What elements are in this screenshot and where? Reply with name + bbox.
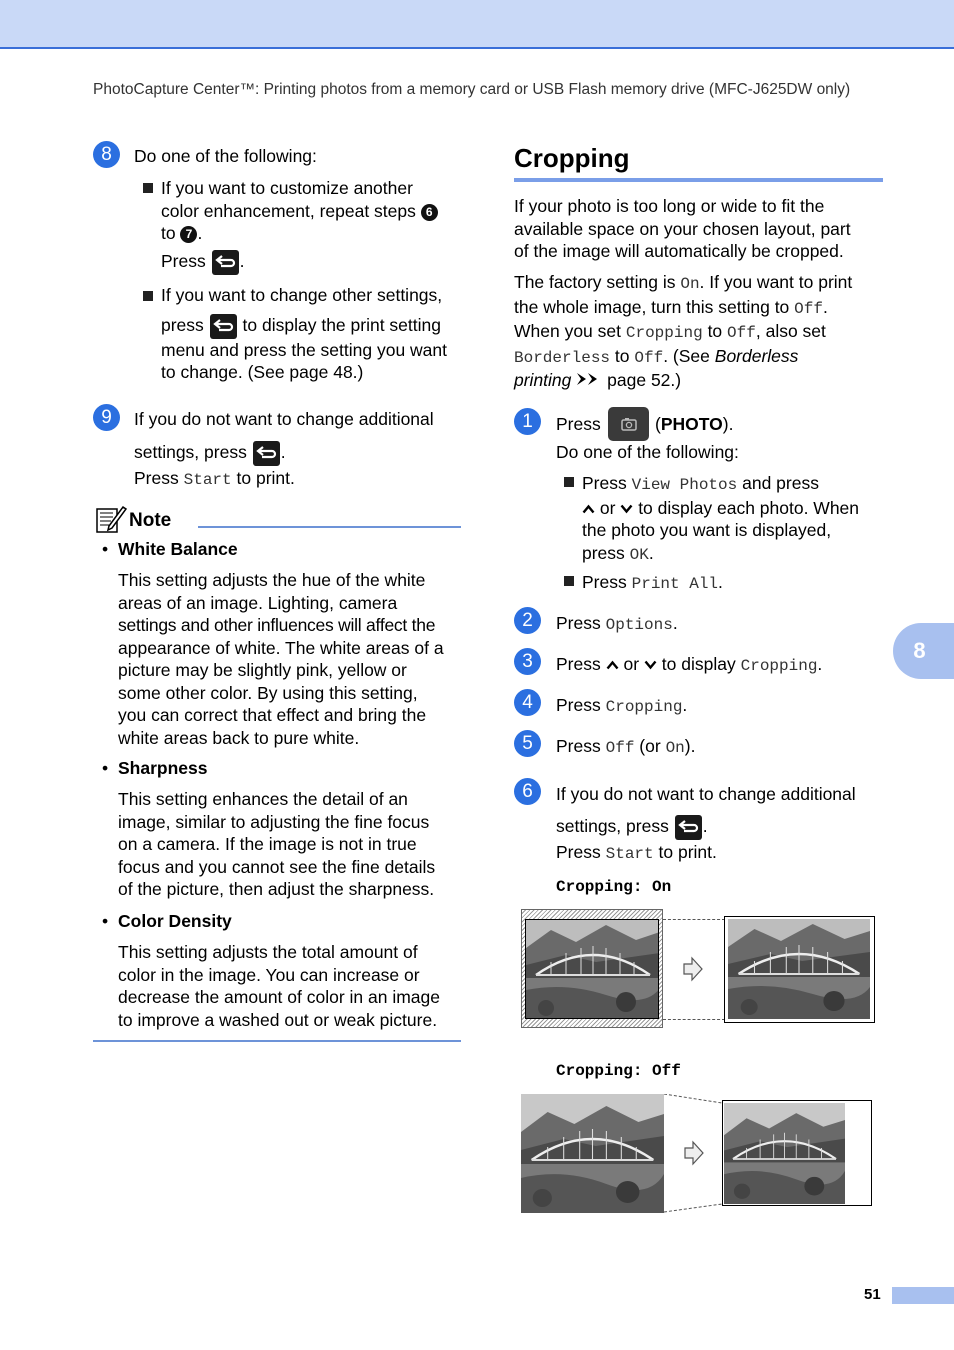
text-line: focus and you cannot see the fine details [118,856,436,877]
text: When you set [514,321,621,341]
note-item-body [118,569,463,749]
bullet-icon [564,576,574,586]
step-2-number: 2 [514,607,541,634]
intro-paragraph [514,195,884,263]
step-9-line-3 [134,467,295,492]
lcd-text: Borderless [514,348,611,367]
step-8-bullet-2-line-1: If you want to change other settings, [161,285,443,305]
text: . (See [663,345,710,366]
step-4-number: 4 [514,689,541,716]
text: to print. [658,842,717,862]
step-1-number: 1 [514,408,541,435]
step-8-intro: Do one of the following: [134,146,317,166]
text-line: picture may be slightly pink, yellow or [118,660,407,680]
bullet-icon [143,291,153,301]
step-3-number: 3 [514,648,541,675]
text: PHOTO [660,414,723,434]
text-line: areas of an image. Lighting, camera [118,592,398,613]
text: to [614,345,630,366]
note-title: Note [129,510,172,531]
bullet-dot: • [102,539,109,559]
text-line [514,271,886,296]
text-line: of the image will automatically be cropped. [514,241,844,261]
landscape-photo-fit [724,1103,845,1204]
note-bottom-rule [93,1040,461,1042]
text: Cropping [556,878,633,896]
text: Press [556,613,601,633]
text-line: you can correct that effect and bring the [118,705,427,725]
text-line: settings and other influences will affect the [118,615,436,635]
text-line [514,320,886,345]
text: Press [161,251,206,272]
text: Cropping [556,1062,633,1080]
back-icon [253,441,280,466]
step-1-bullet-2 [582,571,723,596]
text-line [514,296,886,321]
note-item-title: Color Density [118,911,232,931]
step-8-bullet-1 [161,177,461,245]
text-line: some other color. By using this setting, [118,682,418,703]
landscape-photo-cropped [728,919,870,1019]
guide-line [663,1019,725,1020]
text-line: on a camera. If the image is not in true [118,834,417,854]
step-ref-6: 6 [421,204,438,221]
text-line: This setting adjusts the total amount of [118,942,418,962]
text: or [599,497,616,518]
step-6-line-2 [556,815,708,840]
bullet-icon [143,183,153,193]
cropping-on-caption [556,876,671,899]
step-8-press-back [161,250,244,275]
text-line: This setting enhances the detail of an [118,789,408,809]
back-icon [210,314,237,339]
step-4-text [556,694,687,719]
text: . [648,542,654,563]
note-top-rule [198,526,461,528]
text: Press [556,695,601,715]
text-line: image, similar to adjusting the fine focus [118,811,430,832]
step-6-line-3 [556,841,717,866]
text: The factory setting is [514,272,676,292]
text-line: If your photo is too long or wide to fit the [514,196,825,216]
text: Press [582,473,627,493]
text: Off [652,1062,681,1080]
step-3-text [556,653,822,678]
step-5-number: 5 [514,730,541,757]
back-icon [675,815,702,840]
lcd-text: Off [794,299,823,318]
step-6-number: 6 [514,778,541,805]
note-item-body [118,941,463,1031]
text: printing [514,370,572,390]
lcd-text: On [680,275,700,293]
text: . [817,654,823,674]
lcd-text: On [665,739,685,757]
text-line: to improve a washed out or weak picture. [118,1009,438,1030]
text: Press [556,654,601,674]
text-line: decrease the amount of color in an image [118,987,440,1007]
lcd-text: Start [183,471,232,489]
text-line: color in the image. You can increase or [118,964,420,985]
text-line: white areas back to pure white. [118,727,360,748]
text-line [514,369,886,392]
text: ). [684,736,696,756]
section-title-rule [514,178,883,182]
step-6-line-1: If you do not want to change additional [556,784,856,804]
text: to display each photo. When [638,497,860,518]
text: . [822,296,828,317]
text: . [239,251,245,272]
bullet-icon [564,477,574,487]
step-1-intro: Do one of the following: [556,442,739,462]
page-number-bar [892,1287,954,1304]
text: ). [722,414,734,434]
text: Borderless [714,345,799,366]
text-line [161,222,461,245]
top-band [0,0,954,49]
text: Press [134,468,179,488]
text: settings, press [556,816,669,837]
note-item-title: White Balance [118,539,238,559]
text: settings, press [134,442,247,463]
arrow-right-icon [682,956,704,988]
landscape-photo-full [521,1094,664,1213]
photo-button-icon [608,407,649,441]
cropping-off-caption [556,1060,681,1083]
double-arrow-icon [576,370,602,390]
text: . [682,695,688,715]
text: to [707,321,723,341]
text: page 52.) [607,370,682,390]
lcd-text: Off [605,739,635,757]
text: press [161,315,204,336]
down-arrow-icon [644,654,657,674]
lcd-text: Print All [631,575,719,593]
text: press [582,542,625,563]
bullet-dot: • [102,911,109,931]
text: Press [582,572,627,592]
chapter-tab: 8 [893,623,954,679]
text: : [632,878,643,896]
bullet-dot: • [102,758,109,778]
text-line [161,200,461,223]
up-arrow-icon [606,654,619,674]
text: to display [661,654,736,674]
text-line: If you want to customize another [161,178,413,198]
step-8-bullet-2-line-3: menu and press the setting you want [161,340,448,360]
text-line: available space on your chosen layout, part [514,218,851,239]
step-2-text [556,612,678,637]
text: to print. [236,468,295,488]
running-header: PhotoCapture Center™: Printing photos from a memory card or USB Flash memory drive (MFC-J625DW only) [93,81,851,98]
text-line: appearance of white. The white areas of a [118,637,444,658]
guide-line [663,919,725,920]
step-ref-7: 7 [180,226,197,243]
text-line: of the picture, then adjust the sharpness. [118,879,435,899]
lcd-text: Options [605,616,673,634]
step-9-number: 9 [93,404,120,431]
text: . [280,442,286,463]
landscape-photo-original [525,919,659,1019]
step-8-bullet-2-line-4: to change. (See page 48.) [161,362,364,382]
step-1-bullet-1 [582,472,882,566]
text: (or [639,736,661,756]
text: to display the print setting [242,315,441,336]
factory-setting-paragraph [514,271,886,392]
text: to [161,223,176,243]
text-line [582,542,882,567]
text: : [632,1062,643,1080]
step-8-bullet-2-line-2 [161,314,441,339]
lcd-text: Cropping [605,698,683,716]
text: and press [742,473,819,493]
text: . [197,223,203,243]
text-line [582,472,882,497]
text-line [582,497,882,520]
text: or [623,654,640,674]
up-arrow-icon [582,498,595,518]
lcd-text: Cropping [740,657,818,675]
step-8-number: 8 [93,141,120,168]
text-line [514,345,886,370]
text: . [718,572,723,592]
lcd-text: Cropping [625,324,703,342]
text: , also set [755,321,826,341]
text: the whole image, turn this setting to [514,296,790,317]
text: On [652,878,672,896]
step-5-text [556,735,695,760]
text: Press [556,842,601,862]
arrow-right-icon [683,1140,705,1172]
note-icon [95,504,127,540]
step-1-press-text: Press [556,414,601,434]
page-number: 51 [864,1286,881,1303]
text: . If you want to print [699,272,853,292]
lcd-text: OK [629,545,649,564]
lcd-text: Off [727,324,756,342]
step-9-line-1: If you do not want to change additional [134,409,434,429]
note-item-body [118,788,463,901]
note-item-title: Sharpness [118,758,208,778]
text: ( [655,414,661,434]
text: Press [556,736,601,756]
lcd-text: Start [605,845,654,863]
text: . [702,816,708,837]
down-arrow-icon [620,498,633,518]
lcd-text: View Photos [631,476,738,494]
text-line: the photo you want is displayed, [582,520,832,540]
back-icon [212,250,239,275]
step-1-photo-label [655,413,733,436]
section-title: Cropping [514,143,630,173]
lcd-text: Off [634,348,664,367]
text-line: This setting adjusts the hue of the white [118,570,426,590]
text: color enhancement, repeat steps [161,200,416,221]
step-9-line-2 [134,441,286,466]
text: . [672,613,678,633]
